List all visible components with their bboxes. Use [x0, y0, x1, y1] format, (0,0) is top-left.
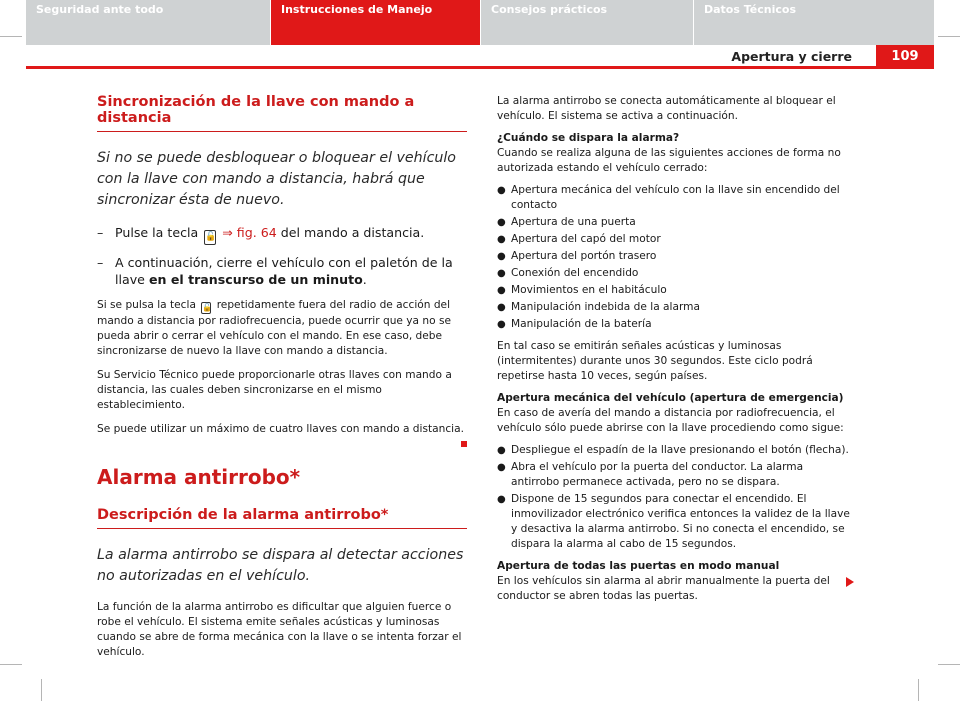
list-item-text: Apertura del capó del motor	[511, 233, 661, 245]
step-text: .	[362, 272, 367, 287]
dash-marker: –	[97, 225, 104, 240]
section-heading-alarm: Descripción de la alarma antirrobo*	[97, 507, 467, 529]
crop-mark	[918, 679, 919, 701]
paragraph: Cuando se realiza alguna de las siguientes acciones de forma no autorizada estando el vehículo cerrado:	[497, 147, 841, 174]
paragraph	[97, 298, 467, 359]
crop-mark	[0, 664, 22, 665]
bullet-icon: ●	[497, 185, 506, 196]
dash-marker: –	[97, 255, 104, 270]
subheading: ¿Cuándo se dispara la alarma?	[497, 132, 680, 144]
continue-arrow-icon	[846, 577, 854, 587]
list-item	[497, 249, 854, 264]
footer-tab-operation[interactable]: Instrucciones de Manejo	[271, 0, 480, 45]
bullet-icon: ●	[497, 285, 506, 296]
step-item	[97, 254, 467, 288]
bullet-icon: ●	[497, 217, 506, 228]
bullet-icon: ●	[497, 251, 506, 262]
crop-mark	[41, 679, 42, 701]
subheading: Apertura mecánica del vehículo (apertura de emergencia)	[497, 392, 844, 404]
footer-tab-safety[interactable]: Seguridad ante todo	[26, 0, 270, 45]
list-item	[497, 215, 854, 230]
list-item-text: Conexión del encendido	[511, 267, 639, 279]
paragraph-text: Si se pulsa la tecla	[97, 299, 196, 311]
crop-mark	[938, 36, 960, 37]
paragraph: La función de la alarma antirrobo es dificultar que alguien fuerce o robe el vehículo. El sistema emite señales acústicas y luminosas cuando se abre de forma mecánica con la llave o se intenta forzar el vehículo.	[97, 601, 462, 658]
list-item	[497, 283, 854, 298]
trigger-list	[497, 183, 854, 332]
list-item-text: Movimientos en el habitáculo	[511, 284, 667, 296]
paragraph	[497, 574, 854, 604]
footer-tab-tech-data[interactable]: Datos Técnicos	[694, 0, 934, 45]
step-text: del mando a distancia.	[280, 225, 425, 240]
list-item-text: Dispone de 15 segundos para conectar el encendido. El inmovilizador electrónico verifica entonces la validez de la llave y desactiva la alarma antirrobo. Si no conecta el encendido, se dispara la alarma al cabo de 15 segundos.	[511, 493, 850, 550]
list-item	[497, 266, 854, 281]
list-item-text: Abra el vehículo por la puerta del conductor. La alarma antirrobo permanece activada, pero no se dispara.	[511, 461, 804, 488]
paragraph-text: Se puede utilizar un máximo de cuatro llaves con mando a distancia.	[97, 423, 464, 435]
list-item	[497, 460, 854, 490]
list-item	[497, 492, 854, 552]
bullet-icon: ●	[497, 319, 506, 330]
footer-tab-tips[interactable]: Consejos prácticos	[481, 0, 693, 45]
paragraph: En tal caso se emitirán señales acústicas y luminosas (intermitentes) durante unos 30 segundos. Este ciclo podrá repetirse hasta 10 veces, según países.	[497, 340, 813, 382]
left-column	[97, 94, 467, 669]
paragraph: En caso de avería del mando a distancia por radiofrecuencia, el vehículo sólo puede abrirse con la llave procediendo como sigue:	[497, 407, 844, 434]
list-item	[497, 183, 854, 213]
step-text: A continuación, cierre el vehículo con el paletón de la llave	[115, 255, 453, 287]
bullet-icon: ●	[497, 234, 506, 245]
subheading: Apertura de todas las puertas en modo manual	[497, 560, 780, 572]
unlock-key-icon: 🔓	[202, 303, 213, 312]
list-item	[497, 443, 854, 458]
section-heading-sync: Sincronización de la llave con mando a distancia	[97, 94, 467, 132]
crop-mark	[0, 36, 22, 37]
page-header-title: Apertura y cierre	[731, 49, 852, 64]
paragraph: La alarma antirrobo se conecta automáticamente al bloquear el vehículo. El sistema se activa a continuación.	[497, 95, 836, 122]
bullet-icon: ●	[497, 445, 506, 456]
step-emphasis: en el transcurso de un minuto	[148, 272, 363, 287]
header-rule	[26, 66, 934, 69]
crop-mark	[938, 664, 960, 665]
paragraph	[97, 422, 467, 437]
list-item-text: Apertura mecánica del vehículo con la llave sin encendido del contacto	[511, 184, 840, 211]
emergency-steps-list	[497, 443, 854, 552]
list-item	[497, 317, 854, 332]
page-number: 109	[876, 24, 934, 69]
right-column	[497, 94, 854, 611]
step-text: Pulse la tecla	[115, 225, 199, 240]
list-item-text: Manipulación indebida de la alarma	[511, 301, 700, 313]
list-item	[497, 300, 854, 315]
list-item-text: Manipulación de la batería	[511, 318, 652, 330]
section-intro-alarm: La alarma antirrobo se dispara al detectar acciones no autorizadas en el vehículo.	[97, 547, 464, 584]
figure-reference-link[interactable]: ⇒ fig. 64	[222, 225, 277, 240]
step-item	[97, 224, 467, 245]
bullet-icon: ●	[497, 462, 506, 473]
list-item-text: Apertura de una puerta	[511, 216, 636, 228]
list-item-text: Apertura del portón trasero	[511, 250, 657, 262]
bullet-icon: ●	[497, 268, 506, 279]
bullet-icon: ●	[497, 494, 506, 505]
paragraph-text: En los vehículos sin alarma al abrir manualmente la puerta del conductor se abren todas las puertas.	[497, 575, 830, 602]
unlock-key-icon: 🔓	[204, 230, 216, 245]
paragraph: Su Servicio Técnico puede proporcionarle otras llaves con mando a distancia, las cuales deben sincronizarse en el mismo establecimiento.	[97, 369, 452, 411]
section-intro-sync: Si no se puede desbloquear o bloquear el vehículo con la llave con mando a distancia, habrá que sincronizar ésta de nuevo.	[97, 150, 456, 208]
list-item	[497, 232, 854, 247]
end-of-section-icon	[461, 441, 467, 447]
paragraph-text: repetidamente fuera del radio de acción del mando a distancia por radiofrecuencia, puede ocurrir que ya no se pueda abrir o cerrar el vehículo con el mando. En ese caso, debe sincronizarse de nuevo la llave con mando a distancia.	[97, 299, 452, 357]
bullet-icon: ●	[497, 302, 506, 313]
chapter-title-alarm: Alarma antirrobo*	[97, 465, 301, 489]
list-item-text: Despliegue el espadín de la llave presionando el botón (flecha).	[511, 444, 849, 456]
